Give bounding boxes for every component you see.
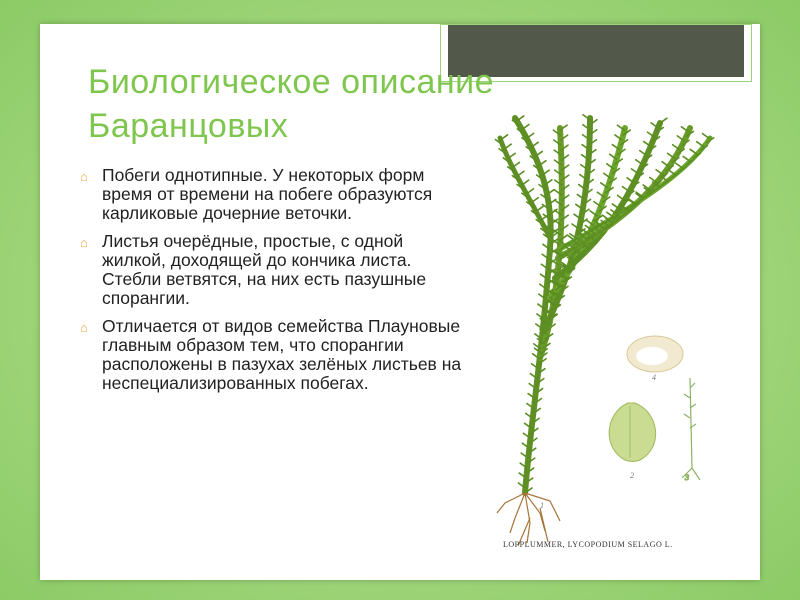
bullet-item bbox=[80, 166, 470, 223]
bullet-text: Отличается от видов семейства Плауновые главным образом тем, что спорангии расположены в пазухах зелёных листьев на неспециализированных побегах. bbox=[102, 316, 462, 393]
plant-stems-icon bbox=[495, 115, 713, 493]
figure-number: 2 bbox=[630, 471, 634, 480]
bullet-text: Побеги однотипные. У некоторых форм время от времени на побеге образуются карликовые дочерние веточки. bbox=[102, 165, 433, 223]
figure-number: 3 bbox=[685, 473, 689, 482]
bullet-icon: ⌂ bbox=[80, 235, 88, 250]
bullet-icon: ⌂ bbox=[80, 320, 88, 335]
leaf-detail-icon bbox=[609, 403, 655, 480]
leaf-mark bbox=[676, 163, 683, 168]
bullet-item bbox=[80, 232, 470, 308]
figure-number: 1 bbox=[540, 501, 544, 510]
figure-caption: LOPPLUMMER, LYCOPODIUM SELAGO L. bbox=[503, 540, 673, 549]
slide-title: Биологическое описание Баранцовых bbox=[88, 63, 495, 145]
lycopodium-illustration bbox=[480, 98, 780, 568]
bullet-list bbox=[80, 166, 470, 402]
bullet-icon: ⌂ bbox=[80, 169, 88, 184]
seedling-icon bbox=[682, 378, 700, 482]
figure-number: 4 bbox=[652, 373, 656, 382]
bullet-text: Листья очерёдные, простые, с одной жилкой, доходящей до кончика листа. Стебли ветвятся, на них есть пазушные спорангии. bbox=[102, 231, 427, 308]
leaf-mark bbox=[668, 170, 675, 175]
sporangium-icon bbox=[627, 336, 683, 382]
bullet-item bbox=[80, 317, 470, 393]
roots-icon bbox=[497, 493, 560, 546]
